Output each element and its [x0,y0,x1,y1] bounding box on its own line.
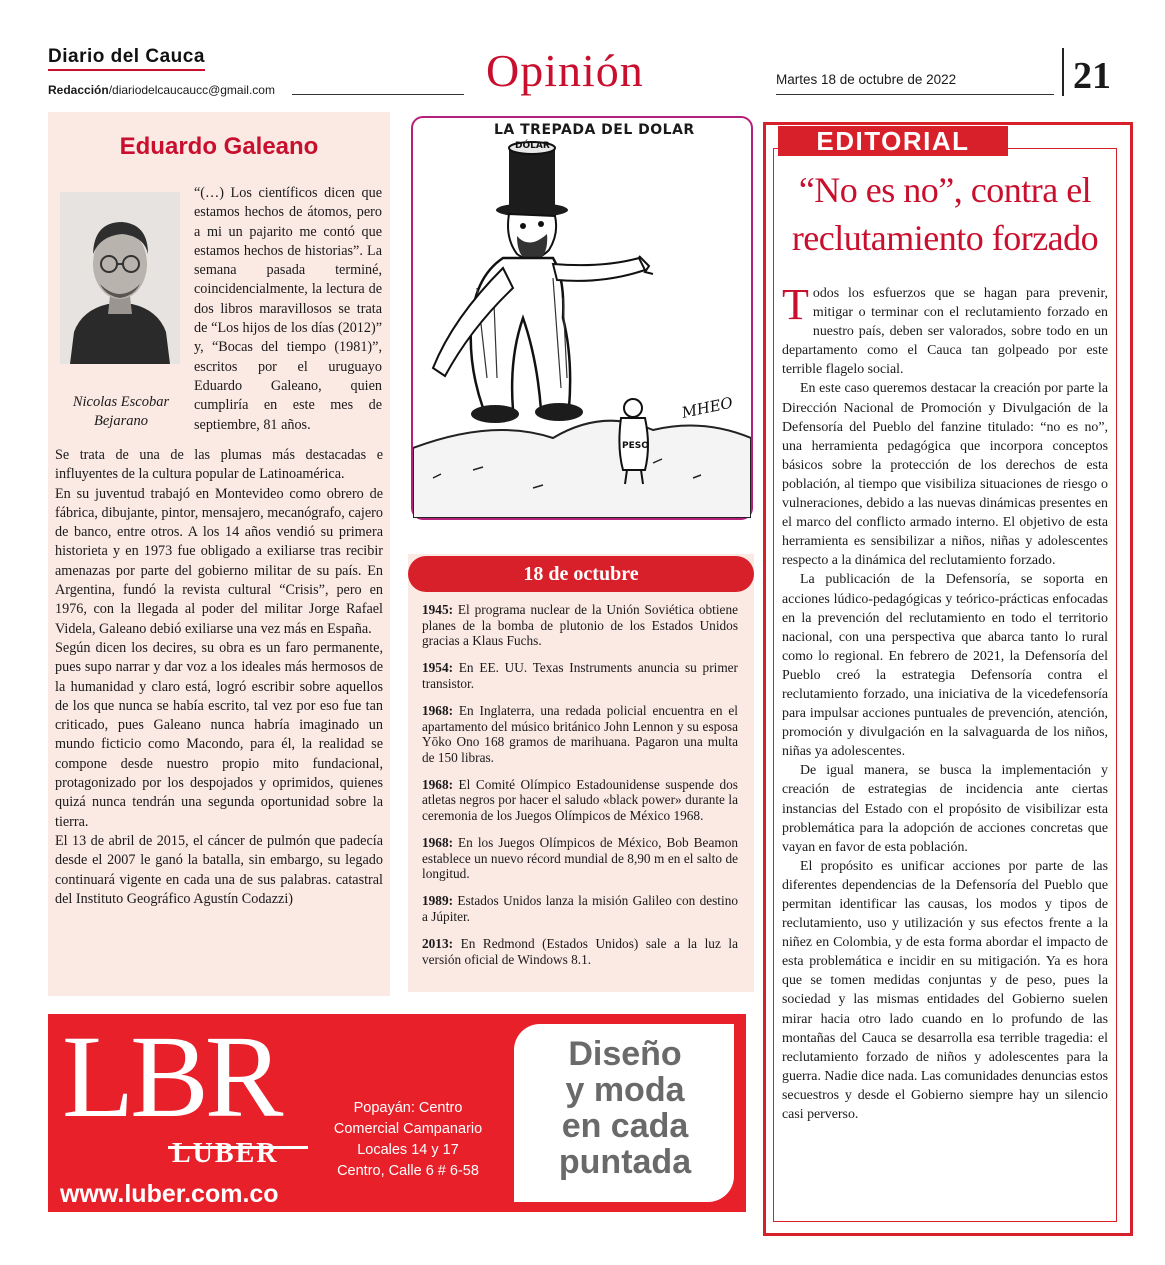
editorial-paragraph: La publicación de la Defensoría, se soporta en acciones lúdico-pedagógicas y teórico-prácticas enfocadas en la prevención del reclutamiento en todo el territorio nacional, con una perspectiva que abarca tanto lo rural como lo regional. En febrero de 2021, la Defensoría del Pueblo creó la estrategia Defensoría contra el reclutamiento forzado, una iniciativa de la vicedefensoría para impulsar acciones puntuales de prevención, atención, promoción y divulgación en la salvaguarda de los niños, niñas ya adolescentes. [782,572,1108,760]
editorial-paragraph: De igual manera, se busca la implementación y creación de estrategias de incidencia ante ciertas instancias del Estado con el propósito de visibilizar esta problemática para la adopción de acciones concretas que vayan en favor de esta población. [782,763,1108,855]
efemeride-item [422,703,738,765]
editorial-body [782,280,1108,1124]
efemeride-item [422,602,738,649]
header-rule-left [292,94,464,95]
efemeride-text: En los Juegos Olímpicos de México, Bob Beamon establece un nuevo récord mundial de 8,90 m en el salto de longitud. [422,835,738,882]
efemeride-year: 1954: [422,660,454,676]
masthead: Diario del Cauca [48,46,205,71]
efemeride-item [422,660,738,691]
ad-slogan [520,1036,730,1180]
address-line: Locales 14 y 17 [357,1142,459,1158]
editorial-paragraph [782,280,1108,379]
efemeride-text: En Redmond (Estados Unidos) sale a la luz la versión oficial de Windows 8.1. [422,936,738,967]
efemeride-year: 1989: [422,893,454,909]
efemerides-title: 18 de octubre [408,556,754,592]
column-paragraph: En su juventud trabajó en Montevideo como obrero de fábrica, dibujante, pintor, mensajero, mecanógrafo, cajero de banco, entre otros. A los 14 años vendió su primera historieta y en 1973 fue obligado a exiliarse tras recibir amenazas por parte del gobierno militar de su país. En Argentina, fundó la revista cultural “Crisis”, pero en 1976, con la llegada al poder del militar Jorge Rafael Videla, Galeano debió exiliarse una vez más en España. [55,485,383,637]
columnist-byline: Nicolas Escobar Bejarano [72,394,170,429]
efemeride-year: 1945: [422,602,454,617]
efemeride-year: 2013: [422,936,454,952]
efemeride-item [422,835,738,882]
efemerides-list [422,602,738,979]
cartoon-drawing [413,118,751,518]
column-intro-text: “(…) Los científicos dicen que estamos hechos de átomos, pero a mi un pajarito me contó que estamos hechos de historias”. La semana pasada terminé, coincidencialmente, la lectura de dos libros maravillosos se trata de “Los hijos de los días (2012)” y, “Bocas del tiempo (1981)”, escritos por el uruguayo Eduardo Galeano, quien cumpliría en este mes de septiembre, 81 años. [194,185,382,433]
issue-date: Martes 18 de octubre de 2022 [776,72,957,87]
page-number-divider [1062,48,1064,96]
column-intro [194,184,382,435]
page-number: 21 [1073,55,1111,97]
efemeride-text: El Comité Olímpico Estadounidense suspende dos atletas negros por hacer el saludo «black power» durante la ceremonia de los Juegos Olímpicos de México 1968. [422,776,738,824]
address-line: Popayán: Centro [353,1100,463,1116]
editorial-label: EDITORIAL [778,126,1008,156]
slogan-line: Diseño [568,1035,682,1073]
slogan-line: puntada [558,1143,692,1181]
peso-label: PESO [622,441,649,451]
editorial-headline: “No es no”, contra el reclutamiento forzado [791,170,1099,258]
cartoonist-signature: MHEO [680,393,735,422]
luber-wordmark: LUBER [172,1138,279,1169]
cartoon-frame [411,116,753,520]
address-line: Centro, Calle 6 # 6-58 [337,1163,479,1179]
efemeride-year: 1968: [422,835,454,851]
efemeride-year: 1968: [422,702,454,718]
redaccion-email[interactable]: /diariodelcaucaucc@gmail.com [108,83,275,97]
columnist-photo [60,192,180,364]
luber-logo: LBR [62,1011,280,1142]
drop-cap: T [782,280,809,329]
efemeride-text: Estados Unidos lanza la misión Galileo con destino a Júpiter. [422,893,738,924]
cartoon-title: LA TREPADA DEL DOLAR [494,122,695,138]
efemeride-text: En EE. UU. Texas Instruments anuncia su primer transistor. [422,660,738,691]
store-address [320,1098,496,1182]
editorial-paragraph: En este caso queremos destacar la creación por parte la Dirección Nacional de Promoción y Divulgación de la Defensoría del Pueblo del fanzine titulado: “no es no”, una herramienta pedagógica que incorpora conceptos básicos sobre la protección de los derechos de esta población, al tiempo que visibiliza situaciones de riesgo o vulneraciones, debido a las nuevas dinámicas presentes en el marco del conflicto armado interno. El objetivo de esta herramienta es sensibilizar a niños, niñas y adolescentes respecto a la dinámica del reclutamiento forzado. [782,381,1108,569]
efemeride-item [422,777,738,824]
header-rule-right [776,94,1054,95]
redaccion-line [48,83,275,97]
address-line: Comercial Campanario [333,1121,483,1137]
column-body [55,446,383,909]
column-title: Eduardo Galeano [119,133,319,160]
column-paragraph: El 13 de abril de 2015, el cáncer de pulmón que padecía desde el 2007 le ganó la batalla, sin embargo, su legado continuará vigente en cada una de sus palabras. catastral del Instituto Geográfico Agustín Codazzi) [55,832,383,907]
editorial-paragraph: El propósito es unificar acciones por parte de las diferentes dependencias de la Defensoría del Pueblo que permitan identificar las causas, los modos y tipos de reclutamiento, uso y utilización y sus efectos frente a la niñez en Colombia, y de esta forma abordar el impacto de esta problemática e incidir en su mitigación. Ya es hora que se tomen medidas conjuntas y de peso, pues la sociedad y las mismas entidades del Gobierno suelen mirar hacia otro lado cuando en lo profundo de las montañas del Cauca se desarrolla esa terrible tragedia: el reclutamiento forzado de niños y adolescentes para la guerra. Nadie dice nada. Las comunidades denuncias estos secuestros y desde el Gobierno siempre hay un silencio casi perverso. [782,858,1108,1123]
slogan-line: en cada [561,1107,689,1145]
column-paragraph: Se trata de una de las plumas más destacadas e influyentes de la cultura popular de Latinoamérica. [55,447,383,483]
hat-label: DÓLAR [515,141,550,151]
section-title: Opinión [486,45,644,96]
redaccion-label: Redacción [48,83,109,97]
efemeride-year: 1968: [422,776,454,792]
efemeride-text: El programa nuclear de la Unión Soviética obtiene planes de la bomba de plutonio de los Estados Unidos gracias a Klaus Fuchs. [422,602,738,649]
efemeride-item [422,936,738,967]
column-paragraph: Según dicen los decires, su obra es un faro permanente, pues supo narrar y dar voz a los ideales más hermosos de la humanidad y claro está, logró escribir sobre aquellos de los que nunca se había escrito, tal vez por eso fue tan criticado, pues Galeano nunca habría imaginado un mundo ficticio como Macondo, para él, la realidad se compone desde nuestro propio mito fundacional, protagonizado por los despojados y oprimidos, quienes quizá nunca tendrán una segunda oportunidad sobre la tierra. [55,639,383,830]
efemeride-item [422,893,738,924]
slogan-line: y moda [565,1071,685,1109]
luber-url[interactable]: www.luber.com.co [60,1180,279,1208]
editorial-lead-text: odos los esfuerzos que se hagan para prevenir, mitigar o terminar con el reclutamiento forzado en nuestro país, deben ser valorados, sobre todo en un departamento como el Cauca tan golpeado por este terrible flagelo social. [782,286,1108,378]
efemeride-text: En Inglaterra, una redada policial encuentra en el apartamento del músico británico John Lennon y su esposa Yōko Ono 168 gramos de marihuana. Pagaron una multa de 150 libras. [422,702,738,765]
